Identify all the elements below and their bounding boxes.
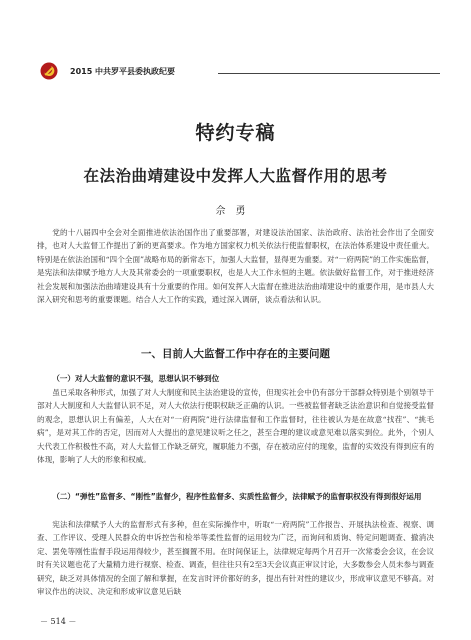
paragraph-elastic-supervision: 宪法和法律赋予人大的监督形式有多种，但在实际操作中，听取“一府两院”工作报告、开展执法检查、视察、调查、工作评议、受理人民群众的申诉控告和检举等柔性监督的运用较为广泛，而询问和质询、特定问题调查、撤消决定、罢免等刚性监督手段运用得较少，甚至搁置不用。在时间保证上，法律规定每两个月召开一次常委会会议，在会议时有关议题也花了大量精力进行视察、检查、调查，但往往只有2至3天会议真正审议讨论，大多数参会人员未参与调查研究，缺乏对具体情况的全面了解和掌握，在发言时评价都好的多，提出有针对性的建议少，形成审议意见不够高。对审议作出的决议、决定和形成审议意见后缺 [37,520,434,597]
paragraph-awareness: 虽已采取各种形式，加强了对人大制度和民主法治建设的宣传，但现实社会中仍有部分干部群众特别是个别领导干部对人大制度和人大监督认识不足，对人大依法行使职权缺乏正确的认识。一些被监督者缺乏法治意识和自觉接受监督的观念，思想认识上有偏差，人大在对“一府两院”进行法律监督和工作监督时，往往被认为是在故意“找茬”、“挑毛病”，是对其工作的否定，因而对人大提出的意见建议听之任之，甚至合理的建议或意见难以落实到位。此外，个别人大代表工作积极性不高，对人大监督工作缺乏研究，履职能力不强，存在被动应付的现象，监督的实效没有得到应有的体现，影响了人大的形象和权威。 [37,388,434,465]
article-author: 佘勇 [215,206,256,217]
running-header [40,62,440,82]
party-emblem-icon [40,62,58,80]
subheading-awareness: （一）对人大监督的意识不强，思想认识不够到位 [52,374,220,383]
header-rule [218,73,440,74]
subheading-elastic-supervision: （二）“弹性”监督多、“刚性”监督少，程序性监督多、实质性监督少，法律赋予的监督职权没有得到很好运用 [52,492,422,501]
article-title: 在法治曲靖建设中发挥人大监督作用的思考 [83,166,388,185]
heading-problems: 一、目前人大监督工作中存在的主要问题 [141,348,330,360]
section-title: 特约专稿 [195,122,276,144]
running-title: 2015 中共罗平县委执政纪要 [70,67,176,76]
intro-paragraph: 党的十八届四中全会对全面推进依法治国作出了重要部署，对建设法治国家、法治政府、法治社会作出了全面安排，也对人大监督工作提出了新的更高要求。作为地方国家权力机关依法行使监督职权，在法治体系建设中责任重大。特别是在依法治国和“四个全面”战略布局的新常态下，加强人大监督，显得更为重要。对“一府两院”的工作实施监督，是宪法和法律赋予地方人大及其常委会的一项重要职权，也是人大工作永恒的主题。依法做好监督工作，对于推进经济社会发展和加强法治曲靖建设具有十分重要的作用。如何发挥人大监督在推进法治曲靖建设中的重要作用，是市县人大深入研究和思考的重要课题。结合人大工作的实践，通过深入调研，谈点看法和认识。 [37,228,434,305]
page-number: － 514 － [40,617,77,626]
